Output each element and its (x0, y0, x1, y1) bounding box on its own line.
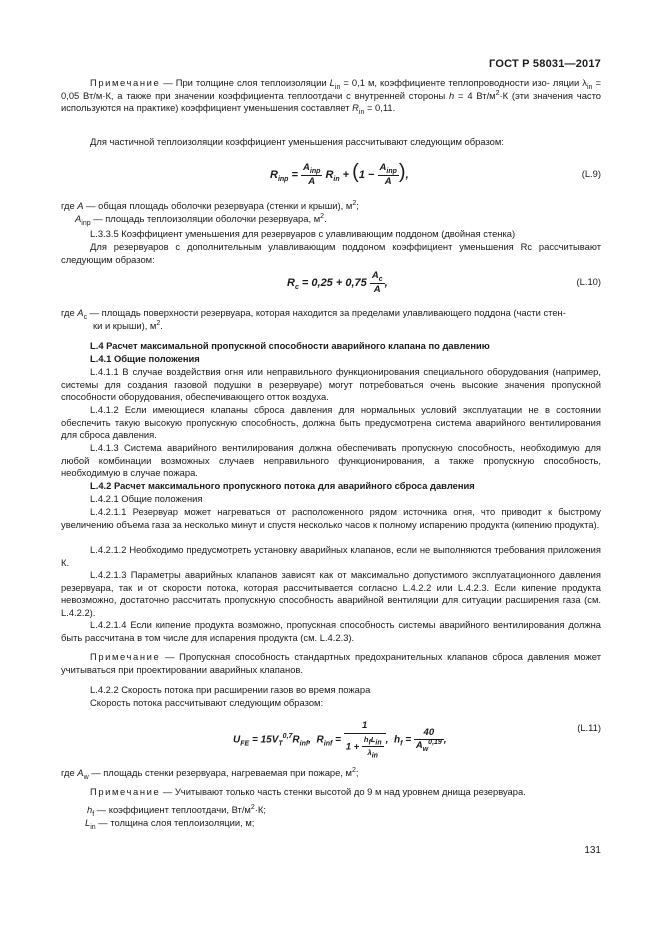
definition-ainp: $A_{inp}$ — площадь теплоизоляции оболочки резервуара, $м^2$. (75, 212, 327, 227)
paragraph-l4212: L.4.2.1.2 Необходимо предусмотреть установку аварийных клапанов, если не выполняются требования приложения К. (61, 544, 601, 568)
section-l42-heading: L.4.2 Расчет максимального пропускного потока для аварийного сброса давления (90, 480, 475, 491)
paragraph-l412: L.4.1.2 Если имеющиеся клапаны сброса давления для нормальных условий эксплуатации не в состоянии обеспечить такую высокую пропускную способность, должна быть предусмотрена система аварийного вентилирования для сброса давления. (61, 404, 601, 441)
paragraph-l421: L.4.2.1 Общие положения (90, 493, 203, 504)
definition-a: где A — общая площадь оболочки резервуара (стенки и крыши), $м^2$; (61, 199, 359, 211)
note-reduction-coefficient: Примечание — При толщине слоя теплоизоляции $L_{in} = 0,1$ м, коэффициенте теплопроводности изо- ляции $\lambda_{in} = 0,05$ Вт/м·К, а также при значении коэффициента теплоотдачи с внутренней стороны h = 4 $Вт/м^2\cdot К$ (эти значения часто используются на практике) коэффициент уменьшения составляет $R_{in} = 0,11$. (61, 77, 601, 117)
note-wall-height: Примечание — Учитывают только часть стенки высотой до 9 м над уровнем днища резервуара. (90, 786, 526, 797)
definition-ac: где $A_c$ — площадь поверхности резервуара, которая находится за пределами улавливающего поддона (части стен- (61, 307, 566, 321)
paragraph-l4214: L.4.2.1.4 Если кипение продукта возможно, пропускная способность системы аварийного вентилирования должна быть рассчитана в том числе для испарения продукта (см. L.4.2.3). (61, 619, 601, 643)
section-l41-heading: L.4.1 Общие положения (90, 353, 200, 364)
formula-l9-expression: $R_{inp}$ = $\frac{A_{inp}}{A}$ $R_{in} + (1$ − $\frac{A_{inp}}{A}$ ), (270, 161, 409, 187)
formula-number-l9: (L.9) (581, 168, 601, 179)
partial-insulation-paragraph: Для частичной теплоизоляции коэффициент уменьшения рассчитывают следующим образом: (90, 136, 504, 147)
formula-number-l11: (L.11) (577, 722, 601, 733)
formula-l9 (61, 158, 601, 194)
formula-number-l10: (L.10) (576, 276, 601, 287)
section-l335-heading: L.3.3.5 Коэффициент уменьшения для резервуаров с улавливающим поддоном (двойная стенка) (90, 228, 516, 239)
section-l4-heading: L.4 Расчет максимальной пропускной способности аварийного клапана по давлению (90, 340, 490, 351)
page-number: 131 (584, 845, 601, 856)
document-code: ГОСТ Р 58031—2017 (489, 58, 601, 70)
definition-lin: $L_{in}$ — толщина слоя теплоизоляции, м; (85, 817, 255, 831)
definition-ac-cont: ки и крыши), $м^2$. (93, 319, 163, 331)
paragraph-l422-text: Скорость потока рассчитывают следующим образом: (90, 697, 324, 708)
formula-l10-expression: $R_c = 0,25 + 0,75$ $\frac{A_c}{A}$ , (287, 270, 388, 295)
paragraph-l422: L.4.2.2 Скорость потока при расширении газов во время пожара (90, 684, 371, 695)
paragraph-l4213: L.4.2.1.3 Параметры аварийных клапанов зависят как от максимально допустимого эксплуатационного давления резервуара, так и от скорости потока, которая рассчитывается согласно L.4.2.2 или L.4.2.3. Если кипение продукта невозможно, достаточно рассчитать пропускную способность аварийной вентиляции для ситуации расширения газа (см. L.4.2.2). (61, 569, 601, 618)
formula-l11-expression: $U_{FE} = 15V_T^{0,7}R_{inf}$, $R_{inf}$ = 1 1 + $\frac{h_fL_{in}}{\lambda_{in}}$ , $h_f$ = $\frac{40}{A_w^{0,19}}$ , (233, 720, 447, 760)
formula-l11 (61, 716, 601, 764)
paragraph-l4211: L.4.2.1.1 Резервуар может нагреваться от расположенного рядом источника огня, что приводит к быстрому увеличению объема газа за несколько минут и спустя несколько часов к полному испарению продукта (кипению продукта). (61, 506, 601, 530)
definition-hf: $h_f$ — коэффициент теплоотдачи, $Вт/м^2\cdot К$; (87, 803, 266, 818)
note-standard-valves: Примечание — Пропускная способность стандартных предохранительных клапанов сброса давления может учитываться при проектировании аварийных клапанов. (61, 651, 601, 675)
section-l335-text: Для резервуаров с дополнительным улавливающим поддоном коэффициент уменьшения Rc рассчитывают следующим образом: (61, 241, 601, 265)
paragraph-l413: L.4.1.3 Система аварийного вентилирования должна обеспечивать пропускную способность, необходимую для любой комбинации возможных случаев неправильного функционирования, а также пропускную способность, необходимую в случае пожара. (61, 442, 601, 479)
formula-l10 (61, 268, 601, 300)
definition-aw: где $A_w$ — площадь стенки резервуара, нагреваемая при пожаре, $м^2$; (61, 766, 359, 781)
paragraph-l411: L.4.1.1 В случае воздействия огня или неправильного функционирования специального оборудования (например, системы для создания газовой подушки в резервуаре) могут потребоваться очень высокие значения пропускной способности оборудования, обеспечивающего отток воздуха. (61, 366, 601, 403)
